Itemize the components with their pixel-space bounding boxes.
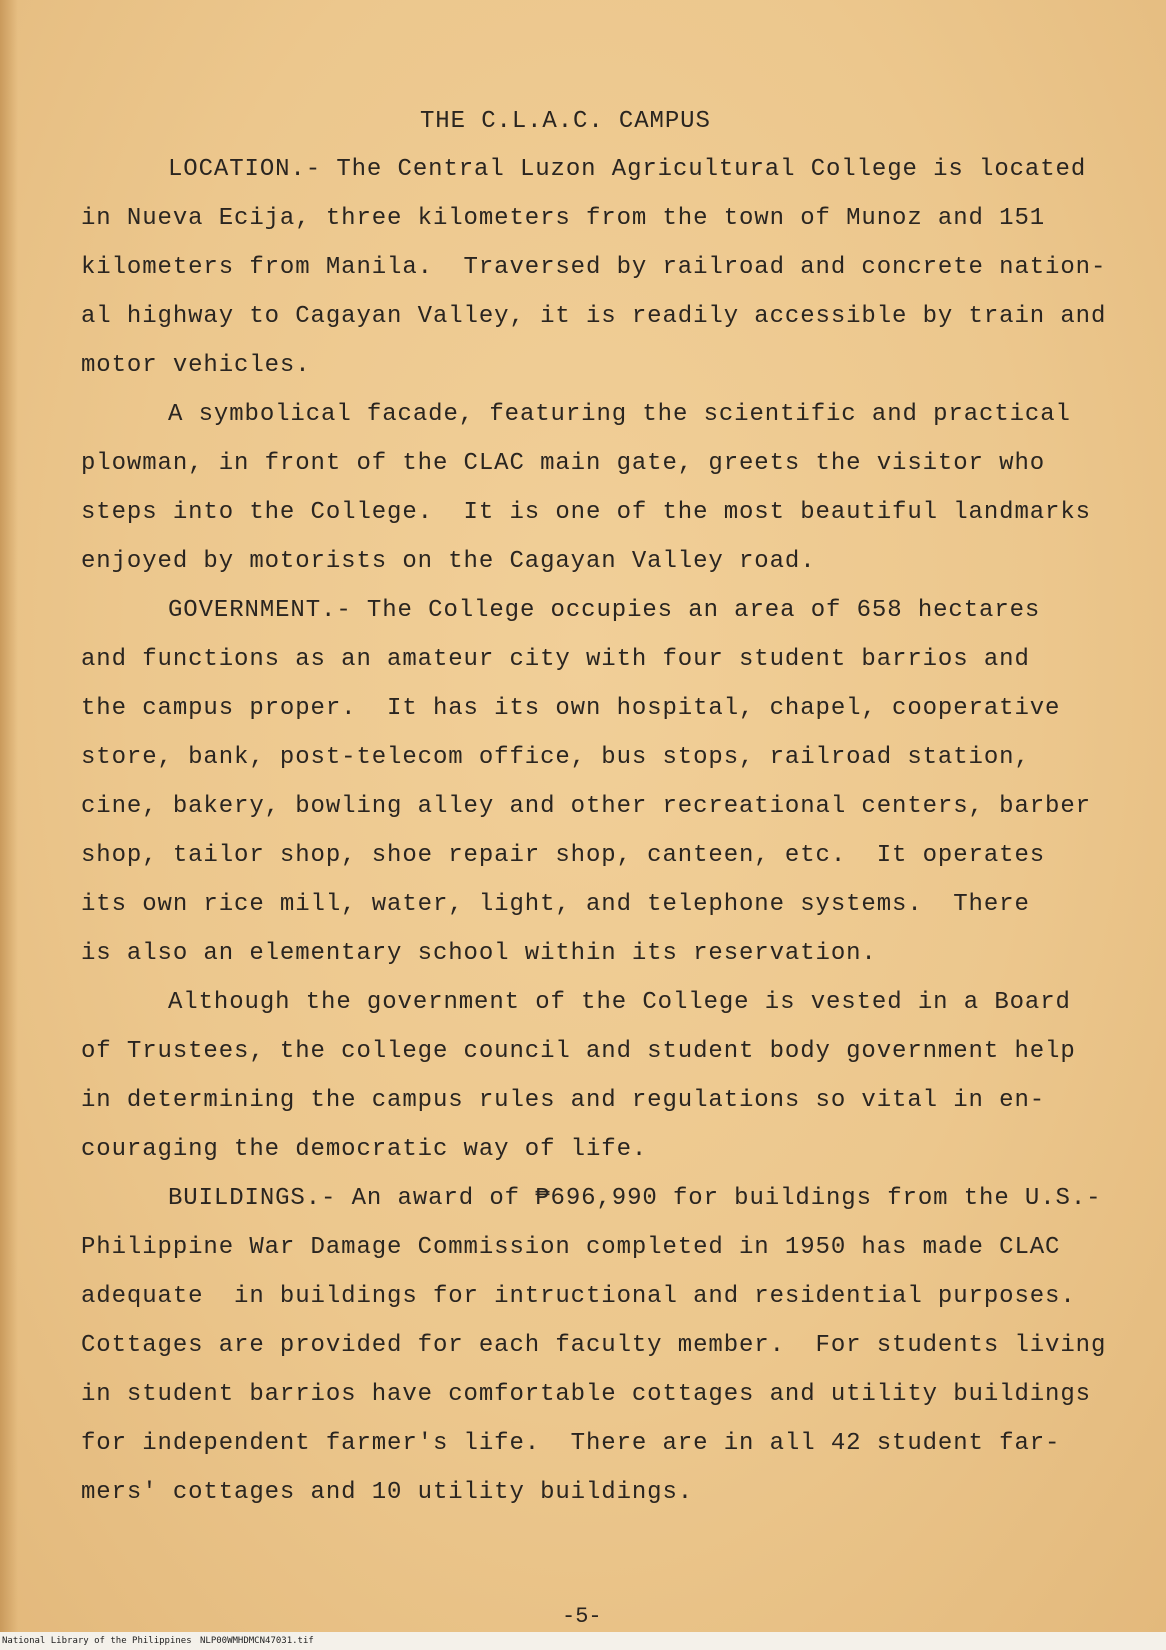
text-line: A symbolical facade, featuring the scientific and practical (168, 401, 1071, 428)
text-line: plowman, in front of the CLAC main gate, greets the visitor who (81, 450, 1046, 477)
scan-footer (0, 1632, 1166, 1650)
text-line: Although the government of the College is vested in a Board (168, 989, 1071, 1016)
text-line: of Trustees, the college council and student body government help (81, 1038, 1076, 1065)
text-line: cine, bakery, bowling alley and other recreational centers, barber (81, 793, 1091, 820)
text-line: for independent farmer's life. There are in all 42 student far- (81, 1430, 1061, 1457)
text-line: and functions as an amateur city with four student barrios and (81, 646, 1030, 673)
text-line: its own rice mill, water, light, and telephone systems. There (81, 891, 1030, 918)
text-line: couraging the democratic way of life. (81, 1136, 648, 1163)
document-title: THE C.L.A.C. CAMPUS (420, 108, 711, 135)
text-line: Cottages are provided for each faculty member. For students living (81, 1332, 1107, 1359)
text-line: in student barrios have comfortable cottages and utility buildings (81, 1381, 1091, 1408)
text-line: motor vehicles. (81, 352, 311, 379)
text-line: is also an elementary school within its reservation. (81, 940, 877, 967)
text-line: in determining the campus rules and regulations so vital in en- (81, 1087, 1046, 1114)
text-line: adequate in buildings for intructional and residential purposes. (81, 1283, 1076, 1310)
text-line: shop, tailor shop, shoe repair shop, canteen, etc. It operates (81, 842, 1046, 869)
text-line: kilometers from Manila. Traversed by railroad and concrete nation- (81, 254, 1107, 281)
text-line: store, bank, post-telecom office, bus stops, railroad station, (81, 744, 1030, 771)
text-line: al highway to Cagayan Valley, it is readily accessible by train and (81, 303, 1107, 330)
text-line: Philippine War Damage Commission completed in 1950 has made CLAC (81, 1234, 1061, 1261)
text-line: BUILDINGS.- An award of ₱696,990 for buildings from the U.S.- (168, 1185, 1102, 1212)
footer-library-label: National Library of the Philippines (2, 1636, 192, 1646)
footer-filename: NLP00WMHDMCN47031.tif (200, 1636, 314, 1646)
text-line: GOVERNMENT.- The College occupies an area of 658 hectares (168, 597, 1041, 624)
text-line: in Nueva Ecija, three kilometers from the town of Munoz and 151 (81, 205, 1046, 232)
page-number: -5- (562, 1604, 602, 1629)
text-line: mers' cottages and 10 utility buildings. (81, 1479, 694, 1506)
text-line: LOCATION.- The Central Luzon Agricultural College is located (168, 156, 1087, 183)
text-line: steps into the College. It is one of the most beautiful landmarks (81, 499, 1091, 526)
text-line: enjoyed by motorists on the Cagayan Valley road. (81, 548, 816, 575)
text-line: the campus proper. It has its own hospital, chapel, cooperative (81, 695, 1061, 722)
